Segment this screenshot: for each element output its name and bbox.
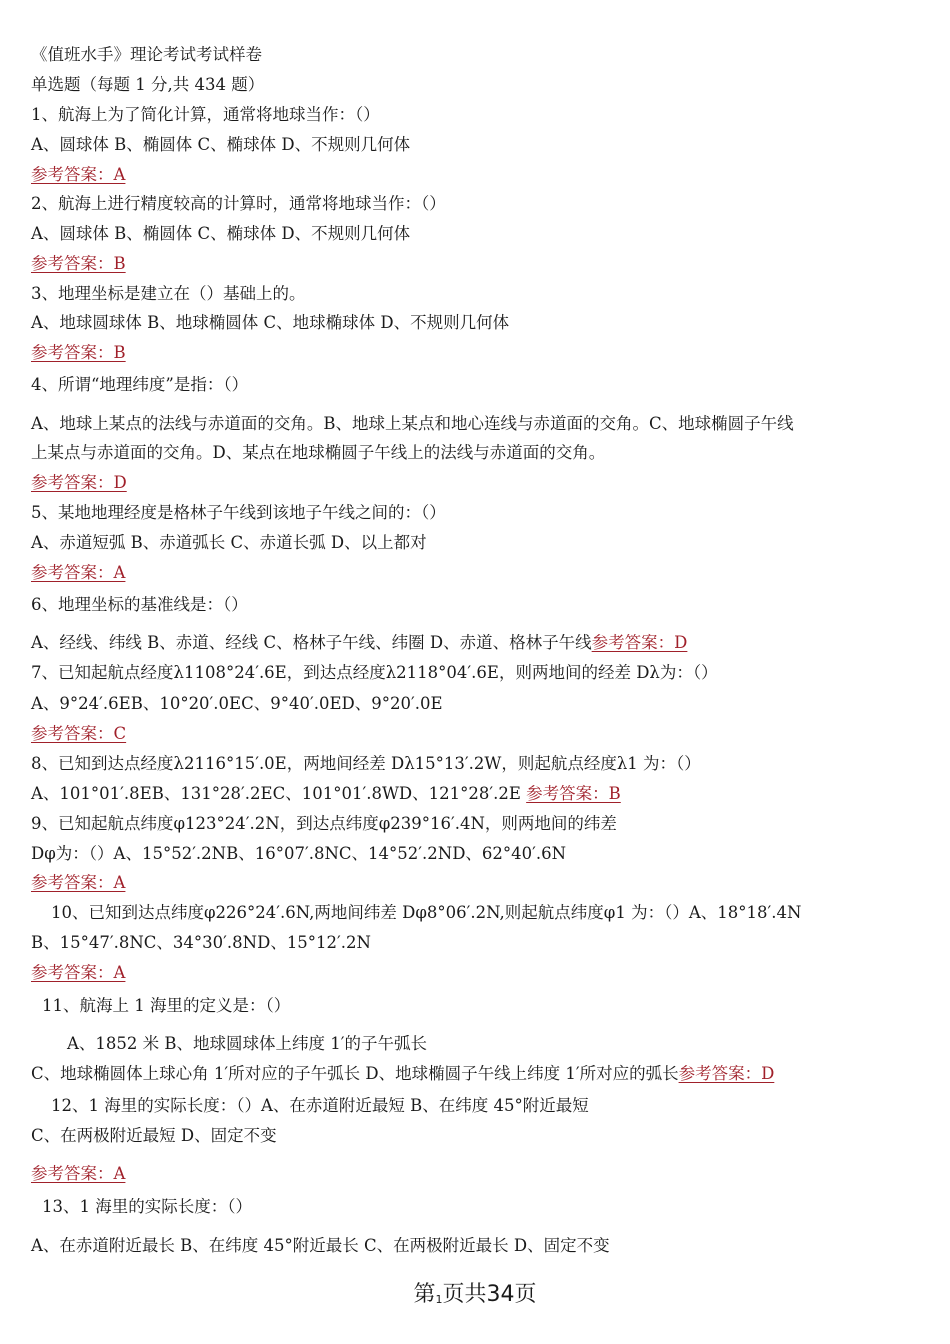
question-line — [31, 1235, 610, 1257]
question-line — [31, 193, 446, 215]
line-text: A、101°01′.8EB、131°28′.2EC、101°01′.8WD、121°28′.2E — [31, 784, 527, 803]
line-text: 3、地理坐标是建立在（）基础上的。 — [31, 284, 306, 303]
question-line — [31, 413, 794, 435]
line-text: A、1852 米 B、地球圆球体上纬度 1′的子午弧长 — [67, 1034, 428, 1053]
question-line — [31, 374, 248, 396]
question-line — [31, 783, 621, 805]
question-line — [51, 902, 801, 924]
reference-answer: 参考答案：A — [31, 1164, 126, 1183]
line-text: 7、已知起航点经度λ1108°24′.6E，到达点经度λ2118°04′.6E，则两地间的经差 Dλ为：（） — [31, 663, 718, 682]
line-text: A、圆球体 B、椭圆体 C、椭球体 D、不规则几何体 — [31, 135, 411, 154]
question-line — [51, 1095, 589, 1117]
line-text: 5、某地地理经度是格林子午线到该地子午线之间的：（） — [31, 503, 446, 522]
section-heading: 单选题（每题 1 分,共 434 题） — [31, 75, 265, 94]
reference-answer: 参考答案：D — [591, 633, 688, 652]
answer-line — [31, 342, 126, 364]
line-text: C、地球椭圆体上球心角 1′所对应的子午弧长 D、地球椭圆子午线上纬度 1′所对应的弧长 — [31, 1064, 679, 1083]
line-text: A、9°24′.6EB、10°20′.0EC、9°40′.0ED、9°20′.0E — [31, 694, 443, 713]
line-text: A、经线、纬线 B、赤道、经线 C、格林子午线、纬圈 D、赤道、格林子午线 — [31, 633, 592, 652]
reference-answer: 参考答案：B — [31, 343, 126, 362]
question-line — [31, 594, 248, 616]
line-text: 6、地理坐标的基准线是：（） — [31, 595, 248, 614]
question-line — [31, 442, 605, 464]
reference-answer: 参考答案：B — [526, 784, 621, 803]
footer-total-pages: 34 — [486, 1282, 515, 1307]
reference-answer: 参考答案：A — [31, 963, 126, 982]
question-line — [67, 1033, 427, 1055]
question-line — [31, 1125, 277, 1147]
answer-line — [31, 723, 126, 745]
line-text: 10、已知到达点纬度φ226°24′.6N,两地间纬差 Dφ8°06′.2N,则起航点纬度φ1 为：（）A、18°18′.4N — [51, 903, 802, 922]
answer-line — [31, 872, 125, 894]
question-line — [31, 813, 617, 835]
answer-line — [31, 1163, 125, 1185]
question-line — [31, 932, 371, 954]
line-text: A、圆球体 B、椭圆体 C、椭球体 D、不规则几何体 — [31, 224, 411, 243]
question-line — [31, 312, 509, 334]
question-line — [31, 134, 410, 156]
reference-answer: 参考答案：A — [31, 165, 126, 184]
line-text: A、赤道短弧 B、赤道弧长 C、赤道长弧 D、以上都对 — [31, 533, 427, 552]
footer-prefix: 第 — [413, 1282, 436, 1307]
question-line — [31, 693, 443, 715]
reference-answer: 参考答案：A — [31, 873, 126, 892]
line-text: 12、1 海里的实际长度：（）A、在赤道附近最短 B、在纬度 45°附近最短 — [51, 1096, 589, 1115]
line-text: 2、航海上进行精度较高的计算时，通常将地球当作：（） — [31, 194, 446, 213]
footer-suffix: 页 — [514, 1282, 537, 1307]
reference-answer: 参考答案：D — [31, 473, 127, 492]
answer-line — [31, 562, 125, 584]
question-line — [31, 632, 687, 654]
line-text: 11、航海上 1 海里的定义是：（） — [42, 996, 291, 1015]
question-line — [42, 995, 290, 1017]
line-text: 上某点与赤道面的交角。D、某点在地球椭圆子午线上的法线与赤道面的交角。 — [31, 443, 606, 462]
question-line — [31, 753, 701, 775]
reference-answer: 参考答案：A — [31, 563, 126, 582]
question-line — [31, 532, 427, 554]
question-line — [31, 502, 446, 524]
line-text: A、地球上某点的法线与赤道面的交角。B、地球上某点和地心连线与赤道面的交角。C、地球椭圆子午线 — [31, 414, 794, 433]
question-line — [31, 104, 380, 126]
line-text: 4、所谓“地理纬度”是指：（） — [31, 375, 249, 394]
line-text: 13、1 海里的实际长度：（） — [42, 1197, 252, 1216]
reference-answer: 参考答案：C — [31, 724, 127, 743]
answer-line — [31, 472, 127, 494]
page-footer — [0, 1280, 950, 1315]
footer-middle: 页共 — [442, 1282, 487, 1307]
answer-line — [31, 253, 126, 275]
question-line — [31, 1063, 774, 1085]
reference-answer: 参考答案：B — [31, 254, 126, 273]
reference-answer: 参考答案：D — [678, 1064, 775, 1083]
answer-line — [31, 164, 125, 186]
line-text: B、15°47′.8NC、34°30′.8ND、15°12′.2N — [31, 933, 371, 952]
line-text: 9、已知起航点纬度φ123°24′.2N，到达点纬度φ239°16′.4N，则两地间的纬差 — [31, 814, 617, 833]
document-title: 《值班水手》理论考试考试样卷 — [31, 45, 262, 64]
answer-line — [31, 962, 125, 984]
line-text: 8、已知到达点经度λ2116°15′.0E，两地间经差 Dλ15°13′.2W，则起航点经度λ1 为：（） — [31, 754, 701, 773]
line-text: 1、航海上为了简化计算，通常将地球当作：（） — [31, 105, 380, 124]
line-text: A、在赤道附近最长 B、在纬度 45°附近最长 C、在两极附近最长 D、固定不变 — [31, 1236, 610, 1255]
question-line — [31, 843, 566, 865]
question-line — [31, 662, 718, 684]
question-line — [31, 223, 410, 245]
line-text: A、地球圆球体 B、地球椭圆体 C、地球椭球体 D、不规则几何体 — [31, 313, 510, 332]
line-text: Dφ为：（）A、15°52′.2NB、16°07′.8NC、14°52′.2ND、62°40′.6N — [31, 844, 567, 863]
footer-page-number: 1 — [435, 1293, 443, 1306]
question-line — [42, 1196, 252, 1218]
line-text: C、在两极附近最短 D、固定不变 — [31, 1126, 277, 1145]
question-line — [31, 283, 306, 305]
